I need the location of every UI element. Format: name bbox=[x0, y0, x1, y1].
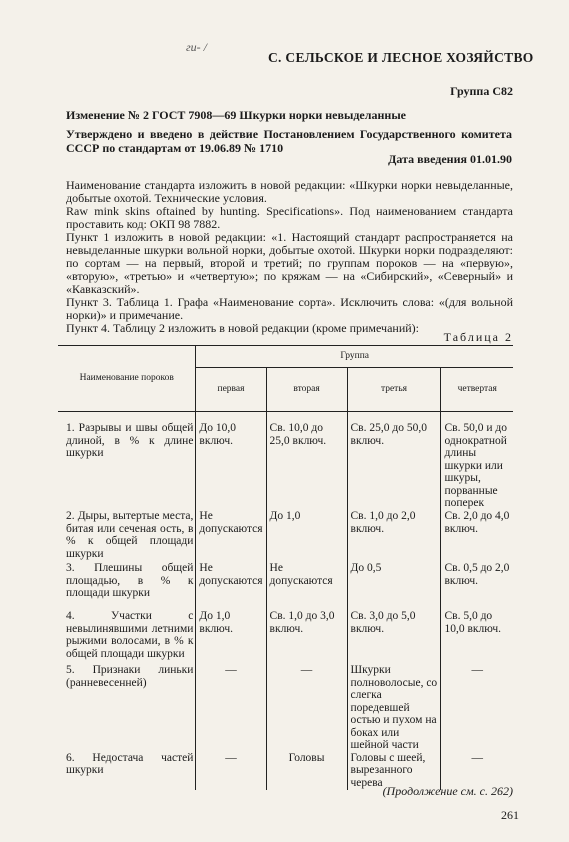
group-2-value: Св. 1,0 до 3,0 включ. bbox=[266, 610, 347, 664]
table-row bbox=[58, 562, 513, 610]
group-4-value: Св. 50,0 и до однократной длины шкурки или шкуры, порванные поперек bbox=[441, 422, 513, 510]
table-row bbox=[58, 610, 513, 664]
handwritten-mark: ги- / bbox=[186, 40, 208, 54]
group-2-value: Головы bbox=[266, 752, 347, 790]
defect-name: 1. Разрывы и швы общей длиной, в % к длине шкурки bbox=[58, 422, 196, 510]
effective-date: Дата введения 01.01.90 bbox=[388, 152, 512, 166]
group-2-value: Не допускаются bbox=[266, 562, 347, 610]
group-1-value: — bbox=[196, 664, 266, 752]
column-header-group-4: четвертая bbox=[441, 368, 513, 412]
group-code: Группа С82 bbox=[450, 84, 513, 98]
change-text bbox=[66, 179, 513, 335]
defect-name: 4. Участки с невылинявшими летними рыжими волосами, в % к общей площади шкурки bbox=[58, 610, 196, 664]
group-4-value: — bbox=[441, 752, 513, 790]
group-4-value: Св. 0,5 до 2,0 включ. bbox=[441, 562, 513, 610]
group-3-value: Св. 3,0 до 5,0 включ. bbox=[347, 610, 441, 664]
paragraph-clause-1: Пункт 1 изложить в новой редакции: «1. Настоящий стандарт распространяется на невыделанные шкурки вольной норки, добытые охотой. Шкурки норки подразделяют: по сортам — на первый, второй и третий; по группам пороков — на «первую», «вторую», «третью» и «четвертую»; по кряжам — на «Сибирский», «Северный» и «Кавказский». bbox=[66, 230, 513, 296]
group-4-value: — bbox=[441, 664, 513, 752]
group-1-value: До 10,0 включ. bbox=[196, 422, 266, 510]
paragraph-clause-3: Пункт 3. Таблица 1. Графа «Наименование сорта». Исключить слова: «(для вольной норки)» и примечание. bbox=[66, 295, 513, 322]
group-4-value: Св. 5,0 до 10,0 включ. bbox=[441, 610, 513, 664]
defect-name: 2. Дыры, вытертые места, битая или сеченая ость, в % к общей площади шкурки bbox=[58, 510, 196, 562]
table-caption: Таблица 2 bbox=[443, 330, 513, 344]
group-4-value: Св. 2,0 до 4,0 включ. bbox=[441, 510, 513, 562]
group-1-value: Не допускаются bbox=[196, 562, 266, 610]
column-header-group-2: вторая bbox=[266, 368, 347, 412]
column-header-group-1: первая bbox=[196, 368, 266, 412]
paragraph-english-title: Raw mink skins oftained by hunting. Specifications». Под наименованием стандарта проставить код: ОКП 98 7882. bbox=[66, 204, 513, 231]
defect-name: 6. Недостача частей шкурки bbox=[58, 752, 196, 790]
group-2-value: — bbox=[266, 664, 347, 752]
continuation-note: (Продолжение см. с. 262) bbox=[382, 784, 513, 798]
defect-name: 3. Плешины общей площадью, в % к площади шкурки bbox=[58, 562, 196, 610]
paragraph-title-change: Наименование стандарта изложить в новой редакции: «Шкурки норки невыделанные, добытые охотой. Технические условия. bbox=[66, 178, 513, 205]
group-2-value: До 1,0 bbox=[266, 510, 347, 562]
column-header-defect-name: Наименование пороков bbox=[58, 346, 196, 412]
group-3-value: Шкурки полноволосые, со слегка поредевшей остью и пухом на боках или шейной части bbox=[347, 664, 441, 752]
table-row bbox=[58, 422, 513, 510]
group-3-value: Св. 1,0 до 2,0 включ. bbox=[347, 510, 441, 562]
group-2-value: Св. 10,0 до 25,0 включ. bbox=[266, 422, 347, 510]
page-number: 261 bbox=[501, 808, 519, 822]
defects-table bbox=[58, 345, 513, 790]
column-header-group: Группа bbox=[196, 346, 513, 368]
table-row bbox=[58, 664, 513, 752]
section-title: С. СЕЛЬСКОЕ И ЛЕСНОЕ ХОЗЯЙСТВО bbox=[268, 50, 534, 65]
paragraph-clause-4: Пункт 4. Таблицу 2 изложить в новой редакции (кроме примечаний): bbox=[66, 321, 420, 335]
defect-name: 5. Признаки линьки (ранневесенней) bbox=[58, 664, 196, 752]
group-1-value: До 1,0 включ. bbox=[196, 610, 266, 664]
change-title: Изменение № 2 ГОСТ 7908—69 Шкурки норки невыделанные bbox=[66, 108, 407, 122]
group-3-value: Св. 25,0 до 50,0 включ. bbox=[347, 422, 441, 510]
approval-statement: Утверждено и введено в действие Постановлением Государственного комитета СССР по стандартам от 19.06.89 № 1710 bbox=[66, 127, 512, 155]
table-row bbox=[58, 510, 513, 562]
group-3-value: До 0,5 bbox=[347, 562, 441, 610]
group-3-value: Головы с шеей, вырезанного черева bbox=[347, 752, 441, 790]
group-1-value: Не допускаются bbox=[196, 510, 266, 562]
column-header-group-3: третья bbox=[347, 368, 441, 412]
group-1-value: — bbox=[196, 752, 266, 790]
